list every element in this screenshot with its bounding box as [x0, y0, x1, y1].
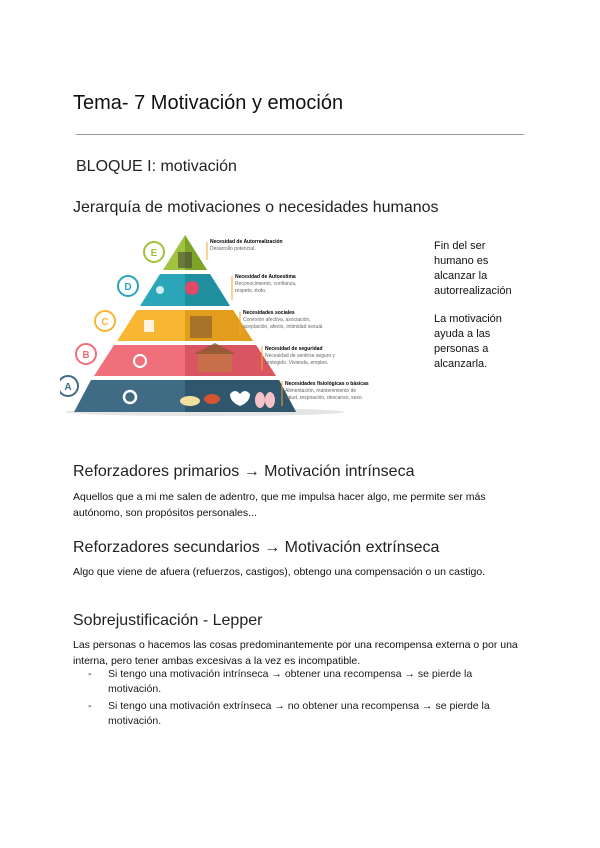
level-e-title: Necesidad de Autorrealización [210, 239, 283, 245]
section-secondary-heading: Reforzadores secundarios → Motivación extrínseca [73, 539, 440, 556]
block-heading: BLOQUE I: motivación [76, 158, 237, 175]
needs-pyramid [60, 230, 420, 418]
people-icon [190, 316, 212, 338]
pyramid-level-a [60, 376, 369, 412]
title-divider [76, 134, 524, 135]
section-primary-body: Aquellos que a mi me salen de adentro, que me impulsa hacer algo, me permite ser más autónomo, son propósitos personales... [73, 491, 486, 519]
level-d-desc-2: respeto, éxito. [235, 288, 267, 294]
list-item: - Si tengo una motivación intrínseca → obtener una recompensa → se pierde la motivación. [88, 668, 473, 695]
level-a-title: Necesidades fisiológicas o básicas [285, 381, 369, 387]
person-icon [178, 252, 192, 268]
page-title: Tema- 7 Motivación y emoción [73, 92, 344, 114]
eye-icon [156, 286, 164, 294]
overjustification-list [88, 667, 518, 731]
food-icon [180, 396, 200, 406]
level-a-desc-1: Alimentación, mantenimiento de [285, 388, 357, 394]
list-item: - Si tengo una motivación extrínseca → no obtener una recompensa → se pierde la motivación. [88, 700, 490, 727]
house-icon [198, 352, 232, 372]
section-overjustification-heading: Sobrejustificación - Lepper [73, 612, 263, 629]
level-e-desc: Desarrollo potencial. [210, 246, 256, 252]
level-c-title: Necesidades sociales [243, 310, 295, 316]
level-c-desc-2: aceptación, afecto, intimidad sexual. [243, 324, 324, 330]
section-primary-heading: Reforzadores primarios → Motivación intrínseca [73, 463, 415, 480]
letter-a: A [64, 382, 72, 393]
level-d-desc-1: Reconocimiento, confianza, [235, 281, 297, 287]
pyramid-level-b [76, 343, 336, 376]
letter-e: E [150, 248, 158, 259]
heart-icon [185, 281, 199, 295]
section-secondary-body: Algo que viene de afuera (refuerzos, castigos), obtengo una compensación o un castigo. [73, 566, 486, 578]
pyramid-heading: Jerarquía de motivaciones o necesidades humanos [73, 199, 439, 216]
hourglass-icon [144, 320, 154, 332]
side-note-2: La motivación ayuda a las personas a alcanzarla. [434, 313, 502, 370]
section-overjustification-body: Las personas o hacemos las cosas predominantemente por una recompensa externa o por una interna, pero tener ambas excesivas a la vez es incompatible. [73, 639, 518, 667]
level-d-title: Necesidad de Autoestima [235, 274, 296, 280]
pyramid-level-c [95, 310, 324, 341]
letter-b: B [82, 350, 90, 361]
letter-c: C [101, 317, 109, 328]
letter-d: D [124, 282, 132, 293]
level-b-desc-1: Necesidad de sentirse seguro y [265, 353, 336, 359]
level-c-desc-1: Conexión afectiva, asociación, [243, 317, 311, 323]
lungs-icon [255, 392, 265, 408]
level-b-title: Necesidad de seguridad [265, 346, 323, 352]
level-a-desc-2: salud, respiración, descanso, sexo. [285, 395, 364, 401]
pyramid-level-e [144, 235, 283, 270]
side-note-1: Fin del ser humano es alcanzar la autorrealización [434, 240, 512, 297]
pyramid-level-d [118, 274, 296, 306]
level-b-desc-2: protegido. Vivienda, empleo. [265, 360, 329, 366]
